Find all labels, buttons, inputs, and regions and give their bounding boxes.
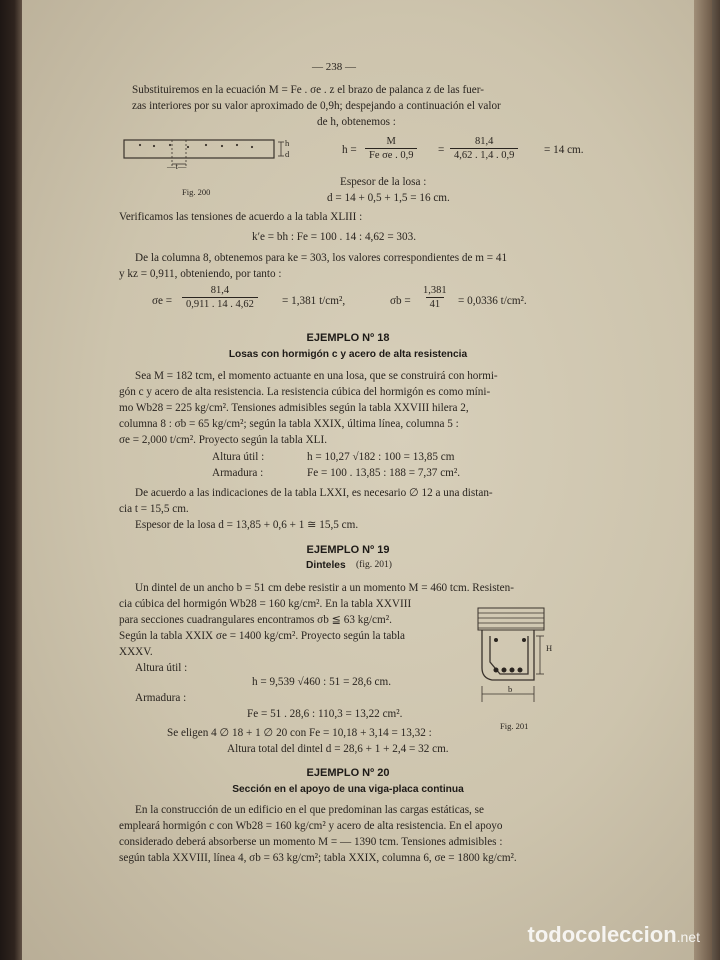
eq-h-num2: 81,4 bbox=[475, 136, 494, 147]
eq-h-lhs: h = bbox=[342, 144, 357, 156]
intro-line-3: de h, obtenemos : bbox=[317, 116, 396, 128]
ej19-altura-label: Altura útil : bbox=[135, 662, 188, 674]
fig200-label-d: d bbox=[285, 149, 290, 159]
book-edge-shadow bbox=[694, 0, 712, 960]
ej19-line-5: XXXV. bbox=[119, 646, 153, 658]
eq-sigma-b-result: = 0,0336 t/cm². bbox=[458, 295, 527, 307]
ej18-line-5: σe = 2,000 t/cm². Proyecto según la tabla XLI. bbox=[119, 434, 328, 446]
ej19-altura-eq: h = 9,539 √460 : 51 = 28,6 cm. bbox=[252, 676, 392, 688]
watermark-tld: .net bbox=[676, 929, 700, 945]
ej20-line-1: En la construcción de un edificio en el que predominan las cargas estáticas, se bbox=[135, 804, 484, 816]
eq-d1: d = 14 + 0,5 + 1,5 = 16 cm. bbox=[327, 192, 450, 204]
ej19-armadura-label: Armadura : bbox=[135, 692, 187, 704]
eq-sigma-b-num: 1,381 bbox=[423, 285, 447, 296]
ej19-armadura-eq: Fe = 51 . 28,6 : 110,3 = 13,22 cm². bbox=[247, 708, 403, 720]
ej18-armadura-label: Armadura : bbox=[212, 467, 264, 479]
eq-k: k′e = bh : Fe = 100 . 14 : 4,62 = 303. bbox=[252, 231, 417, 243]
ejemplo-20-subtitle: Sección en el apoyo de una viga-placa continua bbox=[232, 784, 464, 795]
ej19-total: Altura total del dintel d = 28,6 + 1 + 2,4 = 32 cm. bbox=[227, 743, 449, 755]
ej19-line-1: Un dintel de un ancho b = 51 cm debe resistir a un momento M = 460 tcm. Resisten- bbox=[135, 582, 514, 594]
fig200-label-t: —t— bbox=[167, 161, 187, 171]
ej19-eligen: Se eligen 4 ∅ 18 + 1 ∅ 20 con Fe = 10,18 + 3,14 = 13,32 : bbox=[167, 727, 432, 739]
fig201-label-b: b bbox=[508, 684, 513, 694]
espesor-label: Espesor de la losa : bbox=[340, 176, 427, 188]
eq-h-num1: M bbox=[386, 136, 396, 147]
eq-sigma-e-fraction bbox=[182, 285, 258, 310]
eq-h-den1: Fe σe . 0,9 bbox=[365, 148, 417, 161]
ejemplo-19-fig-ref: (fig. 201) bbox=[356, 560, 392, 570]
ej18-line-3: mo Wb28 = 225 kg/cm². Tensiones admisibles según la tabla XXVIII hilera 2, bbox=[119, 402, 469, 414]
fig200-label-h: h bbox=[285, 138, 290, 148]
ej18-altura-eq: h = 10,27 √182 : 100 = 13,85 cm bbox=[307, 451, 455, 463]
ej18-line-2: gón c y acero de alta resistencia. La resistencia cúbica del hormigón es como míni- bbox=[119, 386, 491, 398]
ej18-armadura-eq: Fe = 100 . 13,85 : 188 = 7,37 cm². bbox=[307, 467, 461, 479]
ejemplo-19-title: EJEMPLO Nº 19 bbox=[306, 544, 390, 556]
ej19-line-4: Según la tabla XXIX σe = 1400 kg/cm². Proyecto según la tabla bbox=[119, 630, 405, 642]
ejemplo-20-title: EJEMPLO Nº 20 bbox=[306, 767, 390, 779]
eq-sigma-e-num: 81,4 bbox=[210, 285, 230, 296]
intro-line-2: zas interiores por su valor aproximado de 0,9h; despejando a continuación el valor bbox=[132, 100, 501, 112]
eq-h-fraction-2 bbox=[450, 136, 518, 161]
eq-sigma-e-den: 0,911 . 14 . 4,62 bbox=[182, 297, 258, 310]
ej20-line-2: empleará hormigón c con Wb28 = 160 kg/cm² y acero de alta resistencia. En el apoyo bbox=[119, 820, 503, 832]
ejemplo-18-title: EJEMPLO Nº 18 bbox=[306, 332, 390, 344]
ej18-distancia-line-1: De acuerdo a las indicaciones de la tabla LXXI, es necesario ∅ 12 a una distan- bbox=[135, 487, 493, 499]
eq-sigma-b-lhs: σb = bbox=[390, 295, 411, 307]
figure-200-slab-diagram bbox=[122, 136, 297, 186]
ejemplo-18-subtitle: Losas con hormigón c y acero de alta resistencia bbox=[228, 349, 468, 360]
ej19-line-2: cia cúbica del hormigón Wb28 = 160 kg/cm². En la tabla XXVIII bbox=[119, 598, 412, 610]
ej20-line-3: considerado deberá absorberse un momento M = — 1390 tcm. Tensiones admisibles : bbox=[119, 836, 503, 848]
eq-sigma-e-lhs: σe = bbox=[152, 295, 173, 307]
columna8-line-1: De la columna 8, obtenemos para ke = 303, los valores correspondientes de m = 41 bbox=[135, 252, 508, 264]
eq-h-result: = 14 cm. bbox=[544, 144, 584, 156]
eq-h-fraction-1 bbox=[365, 136, 417, 161]
ejemplo-19-subtitle: Dinteles bbox=[306, 560, 346, 571]
ej18-espesor: Espesor de la losa d = 13,85 + 0,6 + 1 ≅ 15,5 cm. bbox=[135, 519, 359, 531]
page-number: — 238 — bbox=[312, 61, 356, 73]
ej19-line-3: para secciones cuadrangulares encontramos σb ≦ 63 kg/cm². bbox=[119, 614, 392, 626]
ej18-line-1: Sea M = 182 tcm, el momento actuante en una losa, que se construirá con hormi- bbox=[135, 370, 498, 382]
eq-sigma-b-fraction bbox=[419, 285, 451, 310]
watermark bbox=[528, 922, 700, 948]
fig201-label-h: H bbox=[546, 643, 553, 653]
fig201-caption: Fig. 201 bbox=[500, 721, 529, 731]
columna8-line-2: y kz = 0,911, obteniendo, por tanto : bbox=[119, 268, 282, 280]
ej18-distancia-line-2: cia t = 15,5 cm. bbox=[119, 503, 189, 515]
eq-h-den2: 4,62 . 1,4 . 0,9 bbox=[450, 148, 518, 161]
ej18-line-4: columna 8 : σb = 65 kg/cm²; según la tabla XXIX, última línea, columna 5 : bbox=[119, 418, 459, 430]
verificamos-line: Verificamos las tensiones de acuerdo a la tabla XLIII : bbox=[119, 211, 363, 223]
book-page bbox=[22, 0, 712, 960]
ej20-line-4: según tabla XXVIII, línea 4, σb = 63 kg/cm²; tabla XXIX, columna 6, σe = 1800 kg/cm². bbox=[119, 852, 517, 864]
watermark-brand: todocoleccion bbox=[527, 922, 677, 947]
figure-201-lintel-diagram bbox=[474, 604, 554, 716]
fig200-caption: Fig. 200 bbox=[182, 187, 211, 197]
eq-sigma-b-den: 41 bbox=[426, 297, 445, 310]
eq-sigma-e-result: = 1,381 t/cm², bbox=[282, 295, 346, 307]
ej18-altura-label: Altura útil : bbox=[212, 451, 265, 463]
eq-h-equals: = bbox=[438, 144, 445, 156]
intro-line-1: Substituiremos en la ecuación M = Fe . σe . z el brazo de palanca z de las fuer- bbox=[132, 84, 484, 96]
